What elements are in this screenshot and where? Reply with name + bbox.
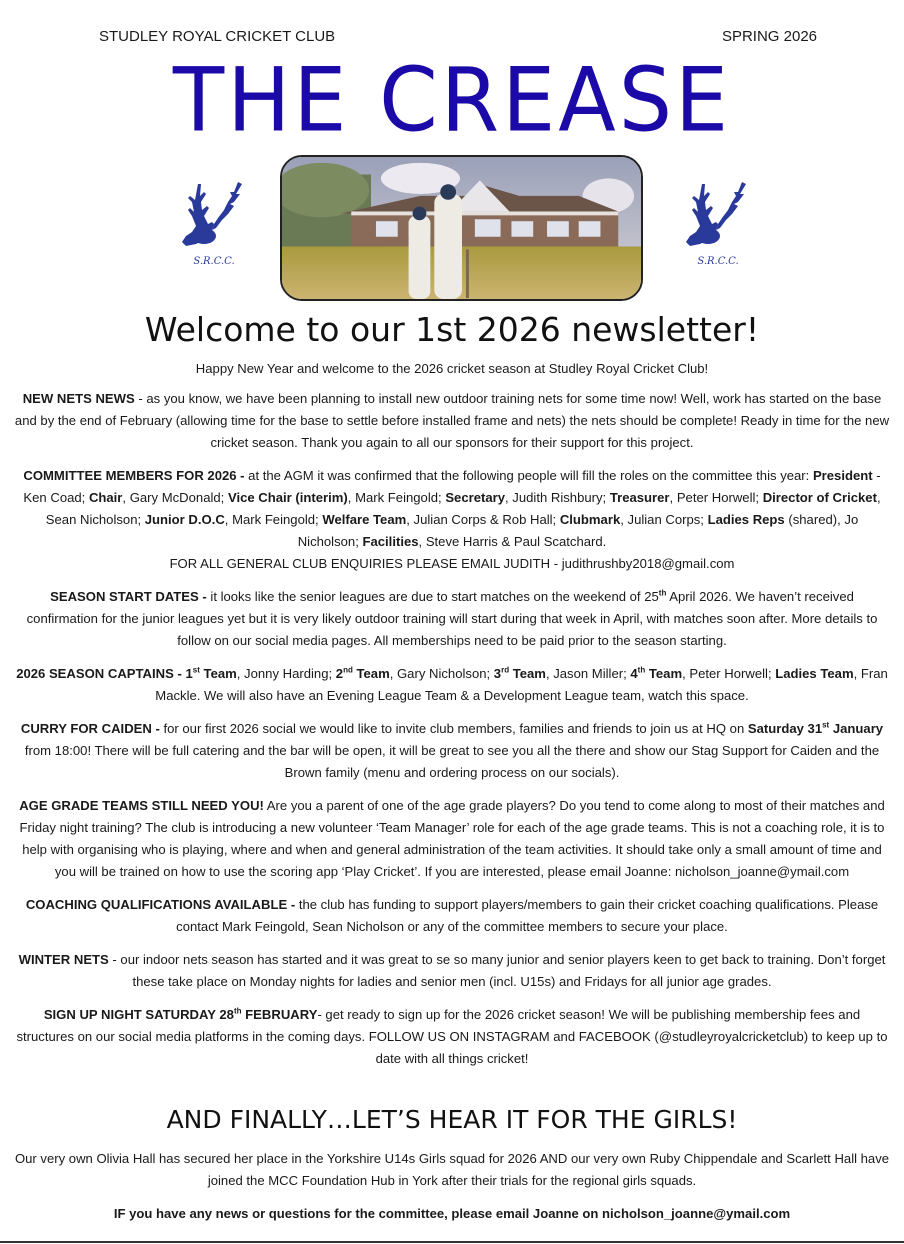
committee-member-name: Sean Nicholson; xyxy=(45,512,145,527)
newsletter-title: THE CREASE xyxy=(172,48,732,152)
section-body: Are you a parent of one of the age grade players? Do you tend to come along to most of their matches and Friday night training? The club is introducing a new volunteer ‘Team Manager’ role for each of the age grade teams. This is not a coaching role, it is to help with organising who is playing, where and when and general administration of the team activities. It should take only a small amount of time and you will be trained on how to use the scoring app ‘Play Cricket’. If you are interested, please email Joanne: nicholson_joanne@ymail.com xyxy=(19,798,885,879)
committee-role: Facilities xyxy=(362,534,419,549)
logo-monogram: S.R.C.C. xyxy=(697,256,739,267)
section-heading: COACHING QUALIFICATIONS AVAILABLE - xyxy=(25,897,296,912)
section-body: - as you know, we have been planning to install new outdoor training nets for some time now! Well, work has started on the base and by the end of February (allowing time for the base to settle before installed frame and nets) the nets should be complete! Ready in time for the new cricket season. Thank you again to all our sponsors for their support for this project. xyxy=(14,391,890,450)
section-heading: CURRY FOR CAIDEN - xyxy=(20,721,160,736)
coaching-section xyxy=(14,894,890,938)
logo-monogram: S.R.C.C. xyxy=(193,256,235,267)
committee-member-name: Steve Harris & Paul Scatchard. xyxy=(425,534,607,549)
role-separator: , xyxy=(122,490,130,505)
committee-role: Clubmark xyxy=(559,512,621,527)
ordinal-suffix: th xyxy=(233,1006,242,1016)
curry-section xyxy=(14,718,890,784)
enquiries-line[interactable]: FOR ALL GENERAL CLUB ENQUIRIES PLEASE EMAIL JUDITH - judithrushby2018@gmail.com xyxy=(169,556,735,571)
intro-paragraph: Happy New Year and welcome to the 2026 cricket season at Studley Royal Cricket Club! xyxy=(195,361,709,376)
committee-section xyxy=(14,465,890,575)
club-logo-left xyxy=(178,180,250,276)
club-name: STUDLEY ROYAL CRICKET CLUB xyxy=(99,28,336,45)
committee-member-name: Mark Feingold; xyxy=(232,512,323,527)
ordinal-suffix: th xyxy=(637,665,646,675)
role-separator: , xyxy=(620,512,628,527)
ordinal-suffix: rd xyxy=(501,665,510,675)
age-grade-section xyxy=(14,795,890,883)
role-separator: - xyxy=(872,468,881,483)
section-body: for our first 2026 social we would like to invite club members, families and friends to join us at HQ on xyxy=(159,721,748,736)
role-separator: , xyxy=(505,490,513,505)
team-label: Team xyxy=(352,666,390,681)
ordinal-suffix: nd xyxy=(343,665,353,675)
section-heading: WINTER NETS xyxy=(18,952,109,967)
sign-up-section xyxy=(14,1004,890,1070)
section-heading: AGE GRADE TEAMS STILL NEED YOU! xyxy=(19,798,264,813)
nets-news-section xyxy=(14,388,890,454)
role-separator: , xyxy=(347,490,356,505)
newsletter-body xyxy=(14,358,890,1081)
page-bottom-rule xyxy=(0,1241,904,1243)
section-heading: SIGN UP NIGHT SATURDAY 28 xyxy=(43,1007,234,1022)
section-body: - our indoor nets season has started and it was great to se so many junior and senior players keen to get back to training. Don’t forget these take place on Monday nights for ladies and senior men (incl. U15s) and Fridays for all junior age grades. xyxy=(108,952,886,989)
committee-member-name: Judith Rishbury; xyxy=(512,490,610,505)
masthead xyxy=(0,28,904,48)
committee-member-name: Gary McDonald; xyxy=(129,490,228,505)
team-number: 3 xyxy=(493,666,502,681)
ladies-team-label: Ladies Team xyxy=(775,666,854,681)
section-heading-month: FEBRUARY xyxy=(241,1007,318,1022)
captains-list xyxy=(185,666,775,681)
committee-role: Treasurer xyxy=(609,490,670,505)
pavilion-photo-icon xyxy=(282,157,641,299)
ordinal-suffix: st xyxy=(192,665,200,675)
section-heading: COMMITTEE MEMBERS FOR 2026 - xyxy=(23,468,245,483)
welcome-headline: Welcome to our 1st 2026 newsletter! xyxy=(144,310,760,349)
committee-role: Director of Cricket xyxy=(762,490,877,505)
girls-paragraph: Our very own Olivia Hall has secured her place in the Yorkshire U14s Girls squad for 2026 AND our very own Ruby Chippendale and Scarlett Hall have joined the MCC Foundation Hub in York after their trials for the regional girls squads. xyxy=(14,1151,890,1188)
club-logo-right xyxy=(682,180,754,276)
section-body: it looks like the senior leagues are due to start matches on the weekend of 25 xyxy=(206,589,659,604)
section-heading: NEW NETS NEWS xyxy=(22,391,135,406)
role-separator: , xyxy=(224,512,233,527)
team-label: Team xyxy=(199,666,237,681)
section-body: from 18:00! There will be full catering and the bar will be open, it will be great to see you all the there and show our Stag Support for Caiden and the Brown family (menu and ordering process on our socials). xyxy=(24,743,880,780)
captains-section xyxy=(14,663,890,707)
captain-name: , Gary Nicholson; xyxy=(389,666,494,681)
committee-member-name: Jo Nicholson; xyxy=(297,512,859,549)
ordinal-suffix: st xyxy=(822,720,830,730)
section-heading: SEASON START DATES - xyxy=(50,589,207,604)
season-start-section xyxy=(14,586,890,652)
stag-head-logo-icon xyxy=(682,180,754,256)
ordinal-suffix: th xyxy=(658,588,667,598)
committee-member-name: Julian Corps & Rob Hall; xyxy=(413,512,560,527)
team-number: 1 xyxy=(185,666,193,681)
team-number: 2 xyxy=(335,666,344,681)
contact-footer: IF you have any news or questions for the committee, please email Joanne on nicholson_joanne@ymail.com xyxy=(113,1206,791,1221)
committee-role: Vice Chair (interim) xyxy=(227,490,348,505)
captain-name: , Jonny Harding; xyxy=(236,666,336,681)
committee-role: President xyxy=(812,468,873,483)
committee-member-name: Julian Corps; xyxy=(627,512,708,527)
finally-heading: AND FINALLY…LET’S HEAR IT FOR THE GIRLS! xyxy=(166,1105,738,1134)
committee-member-name: Ken Coad; xyxy=(23,490,89,505)
event-date-month: January xyxy=(829,721,884,736)
role-separator: , xyxy=(876,490,881,505)
section-body: , Fran Mackle. We will also have an Evening League Team & a Development League team, watch this space. xyxy=(155,666,888,703)
committee-member-name: Mark Feingold; xyxy=(355,490,446,505)
captain-name: , Peter Horwell; xyxy=(682,666,776,681)
team-number: 4 xyxy=(630,666,638,681)
clubhouse-photo xyxy=(280,155,643,301)
committee-role: Ladies Reps xyxy=(707,512,785,527)
team-label: Team xyxy=(509,666,546,681)
section-body: the club has funding to support players/members to gain their cricket coaching qualifications. Please contact Mark Feingold, Sean Nicholson or any of the committee members to secure your place. xyxy=(176,897,879,934)
section-heading: 2026 SEASON CAPTAINS - xyxy=(16,666,186,681)
team-label: Team xyxy=(645,666,683,681)
section-body: April 2026. We haven’t received confirmation for the junior leagues yet but it is very likely outdoor training will start during that week in April, with matches soon after. More details to follow on our social media pages. All memberships need to be paid prior to the season starting. xyxy=(26,589,878,648)
committee-role: Junior D.O.C xyxy=(144,512,225,527)
section-body: - get ready to sign up for the 2026 cricket season! We will be publishing membership fees and structures on our social media platforms in the coming days. FOLLOW US ON INSTAGRAM and FACEBOOK (@studleyroyalcricketclub) to keep up to date with all things cricket! xyxy=(16,1007,888,1066)
captain-name: , Jason Miller; xyxy=(545,666,631,681)
issue-label: SPRING 2026 xyxy=(721,28,817,45)
committee-role: Chair xyxy=(88,490,123,505)
section-body: at the AGM it was confirmed that the following people will fill the roles on the committee this year: xyxy=(244,468,813,483)
role-separator: , xyxy=(418,534,426,549)
winter-nets-section xyxy=(14,949,890,993)
role-separator: , xyxy=(669,490,677,505)
committee-role: Welfare Team xyxy=(322,512,407,527)
role-separator: (shared), xyxy=(784,512,845,527)
stag-head-logo-icon xyxy=(178,180,250,256)
committee-member-name: Peter Horwell; xyxy=(676,490,763,505)
event-date: Saturday 31 xyxy=(747,721,823,736)
role-separator: , xyxy=(406,512,414,527)
committee-role: Secretary xyxy=(445,490,506,505)
